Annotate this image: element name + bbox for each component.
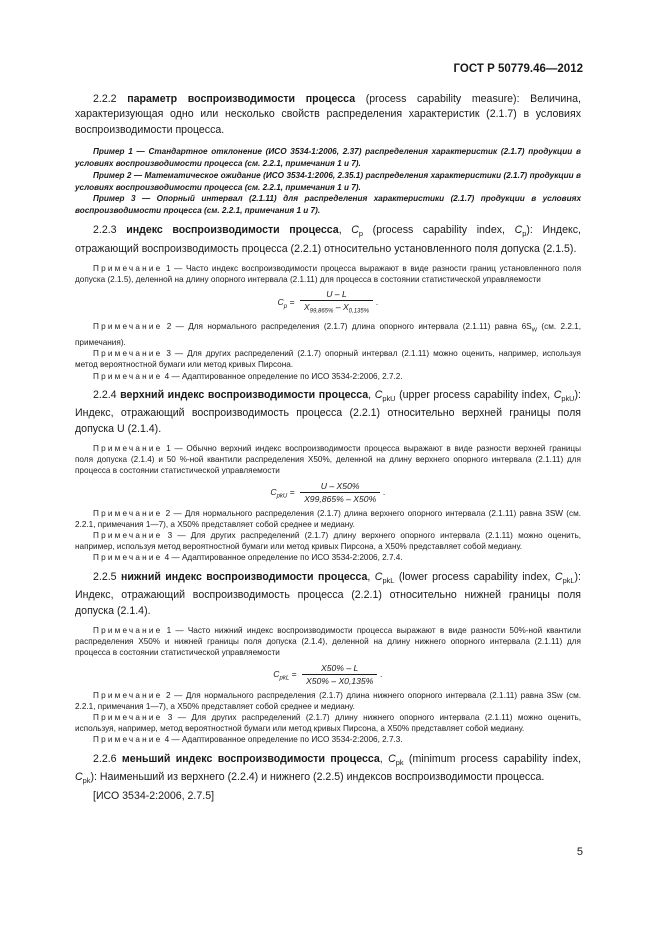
note-label: Примечание — [93, 690, 163, 700]
clause-number: 2.2.2 — [93, 93, 117, 105]
note-text: 4 — Адаптированное определение по ИСО 3534-2:2006, 2.7.2. — [162, 371, 403, 381]
symbol-subscript: pkL — [562, 575, 575, 585]
note-label: Примечание — [93, 349, 163, 359]
definition-2-2-2 — [75, 92, 581, 138]
clause-number: 2.2.5 — [93, 570, 117, 583]
formula-lhs-subscript: p — [283, 304, 288, 311]
note-3 — [75, 530, 581, 552]
note-label: Примечание — [93, 735, 163, 745]
note-text: 4 — Адаптированное определение по ИСО 3534-2:2006, 2.7.3. — [162, 735, 403, 745]
symbol: C — [75, 771, 83, 784]
den-sub: 0,135% — [348, 309, 370, 316]
note-label: Примечание — [93, 371, 163, 381]
formula-lhs-subscript: pkL — [279, 675, 290, 682]
fraction — [300, 288, 373, 318]
note-text: 2 — Для нормального распределения (2.1.7) длина опорного интервала (2.1.11) равна 6S — [162, 322, 532, 332]
symbol-subscript: pk — [395, 757, 404, 767]
clause-number: 2.2.6 — [93, 752, 117, 765]
definition-text: ): Индекс, отражающий воспроизводимость процесса (2.2.1) относительно установленного поля допуска (2.1.5). — [75, 224, 581, 255]
note-text: 2 — Для нормального распределения (2.1.7) длина верхнего опорного интервала (2.1.11) равна 3SW (см. 2.2.1, примечания 1—7), а X50% представляет собой среднее и медиану. — [75, 508, 581, 529]
note-1 — [75, 443, 581, 477]
note-2 — [75, 508, 581, 530]
term: меньший индекс воспроизводимости процесса — [121, 752, 380, 765]
symbol-subscript: pk — [82, 776, 91, 786]
symbol: C — [351, 224, 359, 236]
note-label: Примечание — [93, 444, 163, 454]
document-header: ГОСТ Р 50779.46—2012 — [453, 63, 583, 75]
definition-2-2-6: 2.2.6 меньший индекс воспроизводимости процесса, $C_{pk}$ (minimum process capability index, $C_{pk}$): Наименьший из верхнего (2.2.4) и нижнего (2.2.5) индексов воспроизводимости процесса. — [75, 752, 582, 786]
numerator: U – L — [300, 288, 373, 301]
formula-cpku: $C_{pkU}$ = $\frac{U - X50\%}{X99,865\% - X50\%}$ . — [270, 480, 386, 504]
term: параметр воспроизводимости процесса — [127, 93, 356, 105]
term: нижний индекс воспроизводимости процесса — [121, 570, 368, 583]
definition-2-2-5: 2.2.5 нижний индекс воспроизводимости процесса, $C_{pkL}$ (lower process capability index, $C_{pkL}$): Индекс, отражающий воспроизводимость процесса (2.2.1) относительно нижней границы поля допуска (2.1.4). — [75, 570, 581, 617]
example-1: Пример 1 — Стандартное отклонение (ИСО 3534-1:2006, 2.37) распределения характеристик (2.1.7) продукции в условиях воспроизводимости процесса (см. 2.2.1, примечания 1 и 7). — [75, 147, 581, 169]
symbol-subscript: pkL — [382, 575, 395, 585]
term: верхний индекс воспроизводимости процесса — [120, 388, 369, 401]
clause-number: 2.2.3 — [93, 224, 117, 236]
note-3 — [75, 712, 581, 734]
note-label: Примечание — [93, 508, 163, 518]
note-text: (см. 2.2.1, примечания). — [75, 322, 581, 347]
den-var: X — [303, 302, 310, 313]
document-body — [75, 92, 581, 804]
clause-number: 2.2.4 — [93, 388, 117, 401]
note-text: 3 — Для других распределений (2.1.7) длину нижнего опорного интервала (2.1.11) можно оценить, используя, например, метод вероятностной бумаги или метод кривых Пирсона, а X50% представляет собой медиану. — [75, 713, 581, 734]
note-1 — [75, 263, 581, 285]
numerator: X50% – L — [302, 662, 377, 675]
symbol-subscript: pkU — [382, 393, 396, 403]
note-2 — [75, 321, 581, 348]
english-term: (process capability index, — [363, 224, 515, 236]
symbol: C — [553, 388, 562, 401]
page-number: 5 — [576, 846, 583, 858]
formula-lhs: C — [277, 297, 284, 308]
formula-cp: $C_p$ = $\frac{U - L}{X_{99,865\%} - X_{0,135\%}}$ . — [75, 288, 581, 318]
note-text: 1 — Часто индекс воспроизводимости процесса выражают в виде разности границ установленного поля допуска (2.1.5), деленной на длину опорного интервала (2.1.11) для процесса в состоянии статистической управляемости — [75, 263, 581, 285]
note-1 — [75, 625, 581, 659]
den-var: X — [342, 302, 349, 313]
symbol-subscript: p — [522, 229, 527, 239]
note-text: 3 — Для других распределений (2.1.7) опорный интервал (2.1.11) можно оценить, например, используя метод вероятностной бумаги или метод кривых Пирсона. — [75, 349, 581, 370]
source-reference: [ИСО 3534-2:2006, 2.7.5] — [93, 789, 215, 802]
symbol: C — [374, 388, 383, 401]
example-3: Пример 3 — Опорный интервал (2.1.11) для распределения характеристики (2.1.7) продукции в условиях воспроизводимости процесса (см. 2.2.1, примечания 1 и 7). — [75, 194, 581, 216]
note-text: 1 — Обычно верхний индекс воспроизводимости процесса выражают в виде разности верхней границы поля допуска (2.1.4) и 50 %-ной квантили распределения X50%, деленной на длину верхнего опорного интервала (2.1.11) для процесса в состоянии статистической управляемости — [75, 444, 581, 476]
note-4 — [75, 552, 581, 563]
note-3 — [75, 348, 581, 370]
term: индекс воспроизводимости процесса — [126, 224, 339, 236]
note-label: Примечание — [93, 263, 163, 273]
formula-lhs: C — [270, 486, 277, 497]
note-label: Примечание — [93, 322, 163, 332]
formula-cpkl: $C_{pkL}$ = $\frac{X50\% - L}{X50\% - X0,135\%}$ . — [273, 662, 383, 686]
definition-text: ): Индекс, отражающий воспроизводимость процесса (2.2.1) относительно нижней границы поля допуска (2.1.4). — [75, 570, 581, 617]
numerator: U – X50% — [300, 480, 380, 493]
symbol-subscript: pkU — [561, 393, 575, 403]
note-label: Примечание — [93, 713, 163, 722]
definition-text: (process capability measure): Величина, характеризующая одно или несколько свойств распределения характеристик (2.1.7) в условиях воспроизводимости процесса. — [75, 93, 581, 136]
denominator: X50% – X0,135% — [305, 675, 374, 686]
definition-2-2-3: 2.2.3 индекс воспроизводимости процесса, $C_p$ (process capability index, $C_p$): Индекс, отражающий воспроизводимость процесса (2.2.1) относительно установленного поля допуска (2.1.5). — [75, 224, 581, 255]
definition-text: ): Индекс, отражающий воспроизводимость процесса (2.2.1) относительно верхней границы поля допуска U (2.1.4). — [75, 388, 581, 435]
note-4 — [75, 371, 581, 382]
symbol: C — [554, 570, 563, 583]
note-subscript: W — [531, 327, 538, 334]
english-term: (minimum process capability index, — [403, 752, 582, 765]
den-sub: 99,865% — [309, 309, 334, 316]
denominator: $X_{99,865\%} - X_{0,135\%}$ — [303, 302, 370, 316]
symbol: C — [388, 752, 396, 765]
symbol-subscript: p — [358, 229, 364, 239]
note-label: Примечание — [93, 553, 163, 563]
formula-lhs-subscript: pkU — [276, 493, 288, 500]
fraction — [300, 480, 380, 505]
symbol: C — [374, 570, 383, 583]
note-label: Примечание — [93, 625, 163, 635]
example-2: Пример 2 — Математическое ожидание (ИСО 3534-1:2006, 2.35.1) распределения характеристики (2.1.7) продукции в условиях воспроизводимости процесса (см. 2.2.1, примечания 1 и 7). — [75, 170, 581, 192]
note-text: 1 — Часто нижний индекс воспроизводимости процесса выражают в виде разности 50%-ной квантили распределения X50% и нижней границы поля допуска (2.1.4), деленной на длину нижнего опорного интервала (2.1.11) для процесса в состоянии статистической управляемости — [75, 625, 581, 658]
note-4 — [75, 734, 581, 745]
fraction — [302, 662, 377, 687]
note-text: 2 — Для нормального распределения (2.1.7) длина нижнего опорного интервала (2.1.11) равна 3Sw (см. 2.2.1, примечания 1—7), а X50% представляет собой среднее и медиану. — [75, 690, 581, 711]
english-term: (lower process capability index, — [394, 570, 555, 583]
formula-lhs: C — [273, 668, 280, 679]
note-text: 3 — Для других распределений (2.1.7) длину верхнего опорного интервала (2.1.11) можно оценить, например, используя метод вероятностной бумаги или метод кривых Пирсона, а X50% представляет собой медиану. — [75, 531, 581, 552]
note-label: Примечание — [93, 531, 163, 541]
note-2 — [75, 690, 581, 712]
note-text: 4 — Адаптированное определение по ИСО 3534-2:2006, 2.7.4. — [162, 553, 403, 563]
denominator: X99,865% – X50% — [304, 493, 377, 504]
symbol: C — [514, 224, 523, 236]
definition-text: ): Наименьший из верхнего (2.2.4) и нижнего (2.2.5) индексов воспроизводимости процесса. — [90, 771, 545, 784]
definition-2-2-4: 2.2.4 верхний индекс воспроизводимости процесса, $C_{pkU}$ (upper process capability index, $C_{pkU}$): Индекс, отражающий воспроизводимость процесса (2.2.1) относительно верхней границы поля допуска U (2.1.4). — [75, 388, 581, 435]
english-term: (upper process capability index, — [395, 388, 554, 401]
